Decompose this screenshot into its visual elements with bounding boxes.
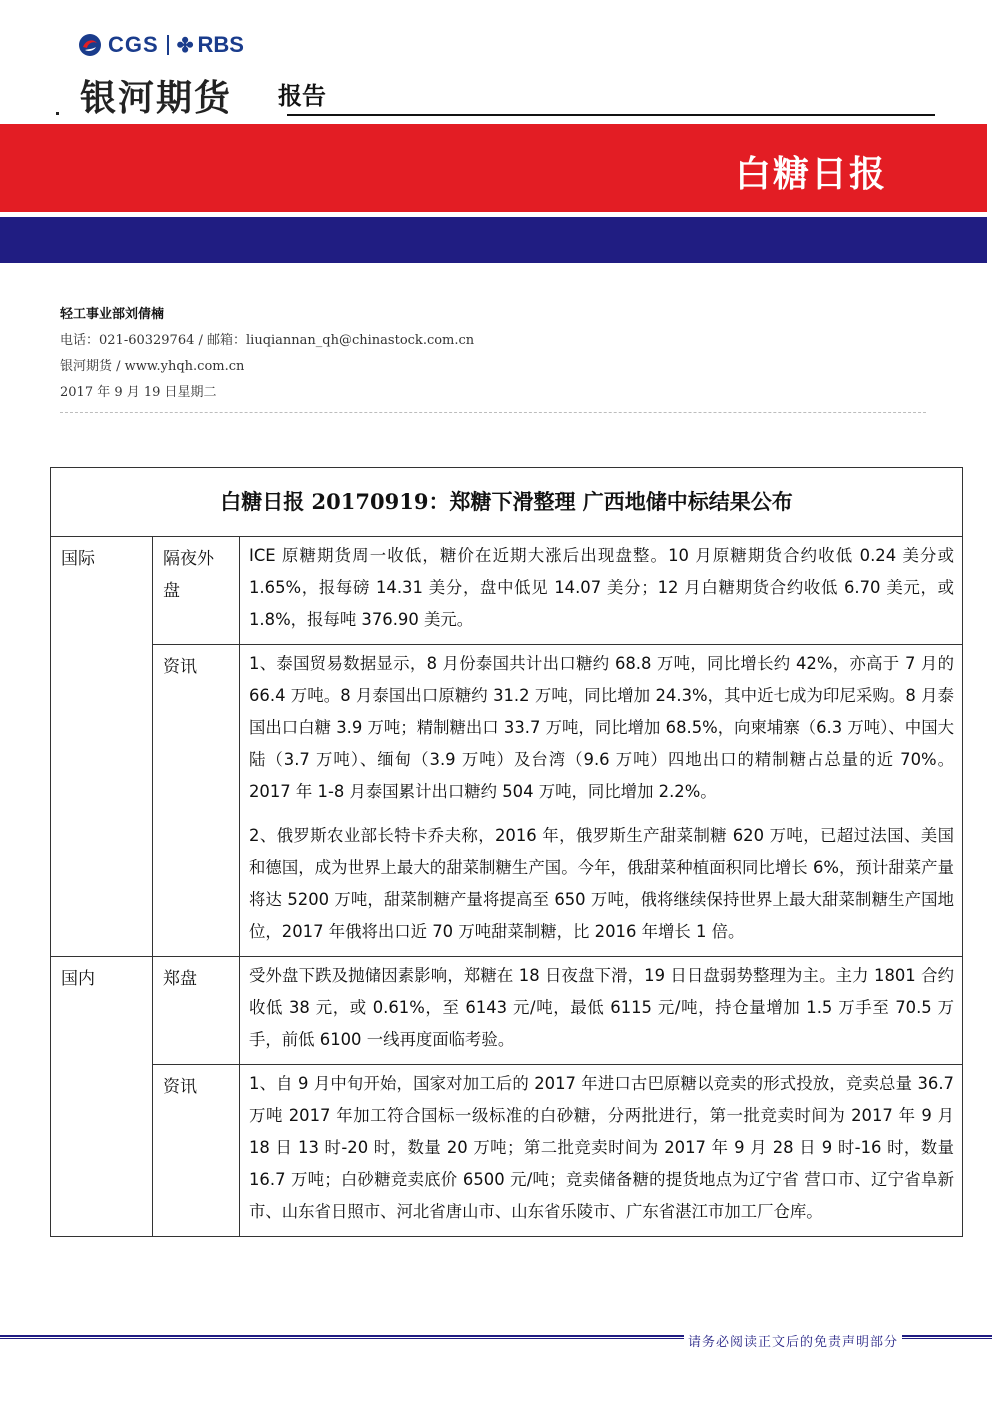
table-row [153, 957, 962, 1065]
paragraph: 受外盘下跌及抛储因素影响，郑糖在 18 日夜盘下滑，19 日日盘弱势整理为主。主力 1801 合约收低 38 元，或 0.61%，至 6143 元/吨，最低 6115 元/吨，持仓量增加 1.5 万手至 70.5 万手，前低 6100 一线再度面临考验。 [249, 966, 954, 1049]
dashed-divider [60, 412, 926, 413]
table-row [153, 1065, 962, 1236]
company-logo [78, 30, 244, 60]
brand-name: 银河期货 [80, 78, 233, 119]
footer-disclaimer: 请务必阅读正文后的免责声明部分 [684, 1331, 902, 1350]
report-table [50, 467, 963, 1237]
topic-content [240, 1065, 962, 1236]
region-label: 国际 [61, 549, 95, 569]
region-cell [51, 537, 153, 956]
header-rule [287, 114, 935, 116]
report-date: 2017 年 9 月 19 日星期二 [60, 385, 217, 400]
paragraph: 1、泰国贸易数据显示，8 月份泰国共计出口糖约 68.8 万吨，同比增长约 42%，亦高于 7 月的 66.4 万吨。8 月泰国出口原糖约 31.2 万吨，同比增加 24.3%，其中近七成为印尼采购。8 月泰国出口白糖 3.9 万吨；精制糖出口 33.7 万吨，同比增加 68.5%，向柬埔寨（6.3 万吨）、中国大陆（3.7 万吨）、缅甸（3.9 万吨）及台湾（9.6 万吨）四地出口的精制糖占总量的近 70%。2017 年 1-8 月泰国累计出口糖约 504 万吨，同比增加 2.2%。 [249, 654, 954, 801]
cgs-swirl-icon [78, 33, 102, 57]
table-row [153, 645, 962, 956]
logo-cgs-text: CGS [108, 32, 159, 57]
navy-band [0, 217, 987, 263]
paragraph: 2、俄罗斯农业部长特卡乔夫称，2016 年，俄罗斯生产甜菜制糖 620 万吨，已超过法国、美国和德国，成为世界上最大的甜菜制糖生产国。今年，俄甜菜种植面积同比增长 6%，预计甜菜产量将达 5200 万吨，甜菜制糖产量将提高至 650 万吨，俄将继续保持世界上最大甜菜制糖生产国地位，2017 年俄将出口近 70 万吨甜菜制糖，比 2016 年增长 1 倍。 [249, 826, 954, 941]
paragraph: ICE 原糖期货周一收低，糖价在近期大涨后出现盘整。10 月原糖期货合约收低 0.24 美分或 1.65%，报每磅 14.31 美分，盘中低见 14.07 美分；12 月白糖期货合约收低 6.70 美元，或 1.8%，报每吨 376.90 美元。 [249, 546, 954, 629]
topic-label: 隔夜外盘 [153, 537, 240, 644]
topic-label: 资讯 [153, 645, 240, 956]
report-title: 白糖日报 20170919：郑糖下滑整理 广西地储中标结果公布 [51, 468, 962, 537]
website-line: 银河期货 / www.yhqh.com.cn [60, 359, 245, 374]
topic-content [240, 645, 962, 956]
logo-mark [78, 30, 244, 60]
logo-rbs-text: RBS [197, 32, 244, 57]
rbs-daisy-icon: ✤ [176, 34, 194, 57]
topic-content [240, 537, 962, 644]
report-tag: 报告 [278, 82, 326, 110]
margin-dot [56, 112, 59, 115]
region-label: 国内 [61, 969, 95, 989]
topic-content [240, 957, 962, 1064]
paragraph: 1、自 9 月中旬开始，国家对加工后的 2017 年进口古巴原糖以竞卖的形式投放，竞卖总量 36.7 万吨 2017 年加工符合国标一级标准的白砂糖，分两批进行，第一批竞卖时间为 2017 年 9 月 18 日 13 时-20 时，数量 20 万吨；第二批竞卖时间为 2017 年 9 月 28 日 9 时-16 时，数量 16.7 万吨；白砂糖竞卖底价 6500 元/吨；竞卖储备糖的提货地点为辽宁省 营口市、辽宁省阜新市、山东省日照市、河北省唐山市、山东省乐陵市、广东省湛江市加工厂仓库。 [249, 1074, 954, 1221]
topic-label: 资讯 [153, 1065, 240, 1236]
department-author: 轻工事业部刘倩楠 [60, 307, 165, 322]
topic-label: 郑盘 [153, 957, 240, 1064]
table-row [153, 537, 962, 645]
contact-line: 电话：021-60329764 / 邮箱：liuqiannan_qh@chinastock.com.cn [60, 333, 475, 348]
section-domestic [51, 957, 962, 1236]
author-info [60, 302, 474, 406]
logo-rbs [177, 32, 244, 58]
section-international [51, 537, 962, 957]
region-cell [51, 957, 153, 1236]
title-band [0, 124, 987, 212]
logo-divider [167, 35, 169, 55]
band-title: 白糖日报 [734, 154, 887, 195]
